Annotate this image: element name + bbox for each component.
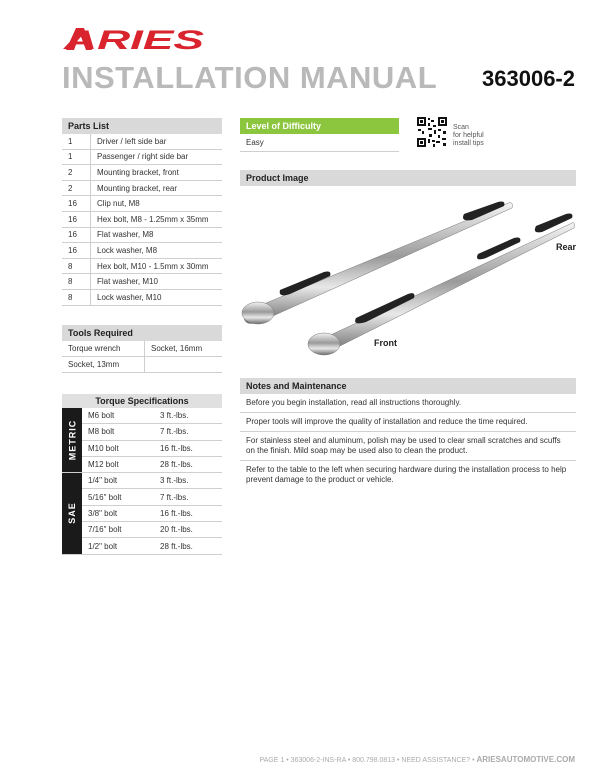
torque-row <box>82 473 222 489</box>
part-qty: 2 <box>62 165 91 180</box>
part-desc: Flat washer, M10 <box>97 277 158 287</box>
metric-label: METRIC <box>62 408 82 472</box>
torque-value: 28 ft.-lbs. <box>160 541 193 551</box>
part-qty: 16 <box>62 212 91 227</box>
parts-row <box>62 196 222 212</box>
product-image-title: Product Image <box>240 170 576 186</box>
torque-bolt: 1/4" bolt <box>88 476 118 486</box>
torque-row <box>82 457 222 472</box>
torque-value: 3 ft.-lbs. <box>160 411 189 421</box>
part-number: 363006-2 <box>482 66 575 91</box>
part-desc: Driver / left side bar <box>97 136 167 146</box>
torque-specs <box>62 394 222 555</box>
torque-row <box>82 522 222 538</box>
tool-cell <box>145 357 151 372</box>
tool-cell: Socket, 13mm <box>62 357 145 372</box>
manual-title: INSTALLATION MANUAL <box>62 60 438 95</box>
part-qty: 16 <box>62 196 91 211</box>
tools-row <box>62 341 222 357</box>
part-desc: Passenger / right side bar <box>97 152 189 162</box>
torque-value: 7 ft.-lbs. <box>160 492 189 502</box>
torque-value: 28 ft.-lbs. <box>160 460 193 470</box>
part-desc: Hex bolt, M10 - 1.5mm x 30mm <box>97 261 209 271</box>
product-image <box>236 190 576 360</box>
part-desc: Lock washer, M10 <box>97 292 162 302</box>
torque-value: 7 ft.-lbs. <box>160 427 189 437</box>
torque-bolt: 5/16" bolt <box>88 492 122 502</box>
parts-list <box>62 118 222 306</box>
torque-row <box>82 489 222 505</box>
parts-row <box>62 243 222 259</box>
notes-title: Notes and Maintenance <box>240 378 576 394</box>
part-qty: 2 <box>62 181 91 196</box>
notes-section <box>240 378 576 489</box>
logo-text: ARIES <box>62 25 204 54</box>
part-qty: 1 <box>62 134 91 149</box>
parts-list-title: Parts List <box>62 118 222 134</box>
tools-row <box>62 357 222 373</box>
parts-row <box>62 259 222 275</box>
torque-bolt: M12 bolt <box>88 460 119 470</box>
torque-value: 16 ft.-lbs. <box>160 508 193 518</box>
difficulty-title: Level of Difficulty <box>240 118 399 134</box>
part-desc: Clip nut, M8 <box>97 199 140 209</box>
part-qty: 8 <box>62 274 91 289</box>
parts-row <box>62 228 222 244</box>
part-qty: 8 <box>62 290 91 305</box>
torque-title: Torque Specifications <box>62 394 222 408</box>
rear-label: Rear <box>556 242 577 252</box>
torque-row <box>82 408 222 424</box>
torque-row <box>82 424 222 440</box>
part-desc: Lock washer, M8 <box>97 245 158 255</box>
metric-group <box>62 408 222 473</box>
part-qty: 8 <box>62 259 91 274</box>
note-item: Before you begin installation, read all instructions thoroughly. <box>240 394 576 413</box>
difficulty-value: Easy <box>240 134 399 152</box>
part-desc: Mounting bracket, front <box>97 167 179 177</box>
note-item: Refer to the table to the left when securing hardware during the installation process to help prevent damage to the product or vehicle. <box>246 465 567 484</box>
torque-row <box>82 441 222 457</box>
parts-row <box>62 290 222 306</box>
sae-group <box>62 473 222 554</box>
qr-code[interactable] <box>416 116 448 148</box>
torque-bolt: 3/8" bolt <box>88 508 118 518</box>
torque-bolt: 1/2" bolt <box>88 541 118 551</box>
torque-bolt: 7/16" bolt <box>88 525 122 535</box>
footer: PAGE 1 • 363006-2-INS-RA • 800.798.0813 • NEED ASSISTANCE? • ARIESAUTOMOTIVE.COM <box>259 755 575 764</box>
part-qty: 16 <box>62 228 91 243</box>
tool-cell: Torque wrench <box>62 341 145 356</box>
torque-row <box>82 506 222 522</box>
front-label: Front <box>374 338 397 348</box>
difficulty-panel <box>240 118 399 152</box>
torque-bolt: M6 bolt <box>88 411 115 421</box>
parts-row <box>62 165 222 181</box>
sae-label: SAE <box>62 473 82 553</box>
parts-row <box>62 134 222 150</box>
part-desc: Hex bolt, M8 - 1.25mm x 35mm <box>97 214 209 224</box>
aries-logo <box>62 24 212 54</box>
torque-bolt: M10 bolt <box>88 443 119 453</box>
parts-row <box>62 150 222 166</box>
note-item: Proper tools will improve the quality of installation and reduce the time required. <box>240 413 576 432</box>
part-qty: 16 <box>62 243 91 258</box>
parts-row <box>62 274 222 290</box>
parts-table <box>62 134 222 306</box>
torque-value: 3 ft.-lbs. <box>160 476 189 486</box>
parts-row <box>62 212 222 228</box>
torque-row <box>82 538 222 553</box>
torque-bolt: M8 bolt <box>88 427 115 437</box>
product-image-section <box>240 170 576 186</box>
part-desc: Flat washer, M8 <box>97 230 154 240</box>
torque-value: 20 ft.-lbs. <box>160 525 193 535</box>
torque-value: 16 ft.-lbs. <box>160 443 193 453</box>
part-desc: Mounting bracket, rear <box>97 183 178 193</box>
qr-caption: Scan for helpful install tips <box>453 124 484 147</box>
parts-row <box>62 181 222 197</box>
note-item: For stainless steel and aluminum, polish may be used to clear small scratches and scuffs on the finish. Mild soap may be used also to clean the product. <box>240 432 576 461</box>
tools-required <box>62 325 222 373</box>
website-link[interactable]: ARIESAUTOMOTIVE.COM <box>476 755 575 764</box>
part-qty: 1 <box>62 150 91 165</box>
tool-cell: Socket, 16mm <box>151 344 203 353</box>
tools-title: Tools Required <box>62 325 222 341</box>
